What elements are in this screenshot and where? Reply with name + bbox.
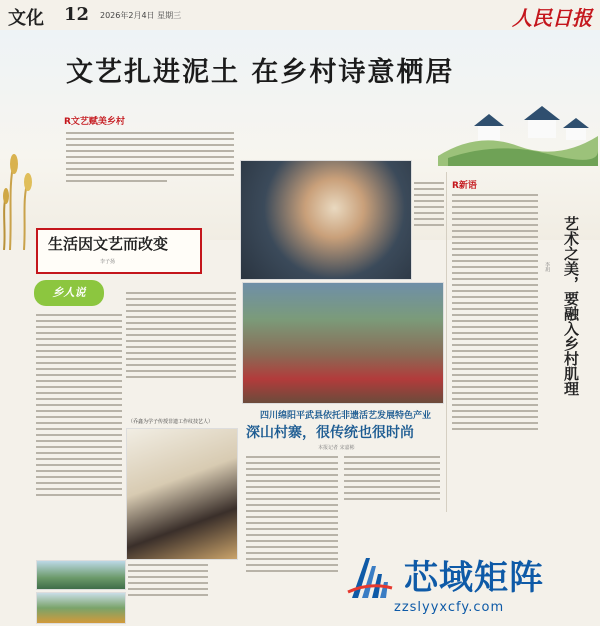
feature-title: 生活因文艺而改变 xyxy=(48,235,169,253)
photo-landscape-2 xyxy=(36,592,126,624)
landscape-captions xyxy=(128,564,208,600)
photo-embroidery xyxy=(240,160,412,280)
photo-village-festival xyxy=(242,282,444,404)
article2-byline: 本报记者 宋嘉彬 xyxy=(318,445,355,451)
newspaper-logo: 人民日报 xyxy=(512,6,592,30)
column-title: 艺术之美，要融入乡村肌理 xyxy=(562,216,580,396)
craft-photo-caption: （乔鑫为学子传授非遗工作纹技艺人） xyxy=(128,419,214,425)
watermark-url: zzslyyxcfy.com xyxy=(394,600,505,615)
article2-kicker: 四川绵阳平武县依托非遗活艺发展特色产业 xyxy=(260,411,432,421)
column-kicker: R新语 xyxy=(452,181,477,191)
column-text xyxy=(452,194,538,434)
section-name: 文化 xyxy=(8,8,44,29)
intro-text-block xyxy=(66,132,234,186)
photo-top-caption xyxy=(414,182,444,230)
section-subhead: R文艺赋美乡村 xyxy=(64,117,125,127)
photo-landscape-1 xyxy=(36,560,126,590)
watermark-name: 芯域矩阵 xyxy=(404,558,544,598)
issue-date: 2026年2月4日 星期三 xyxy=(100,11,182,20)
village-illustration-icon xyxy=(438,96,598,166)
main-headline: 文艺扎进泥土 在乡村诗意栖居 xyxy=(66,57,455,88)
building-logo-icon xyxy=(346,552,394,600)
feature-label: 乡人说 xyxy=(34,280,104,306)
page-number: 12 xyxy=(64,4,90,25)
article2-text-col2 xyxy=(344,456,440,504)
photo-craftsman xyxy=(126,428,238,560)
left-column-text xyxy=(36,314,122,500)
column-author: 李玥 xyxy=(544,262,550,272)
feature-author: 李子扬 xyxy=(100,259,116,265)
article2-title: 深山村寨，很传统也很时尚 xyxy=(246,425,414,441)
article2-text xyxy=(246,456,338,576)
column-divider xyxy=(446,172,447,512)
page-header xyxy=(0,0,600,32)
middle-column-text xyxy=(126,292,236,382)
